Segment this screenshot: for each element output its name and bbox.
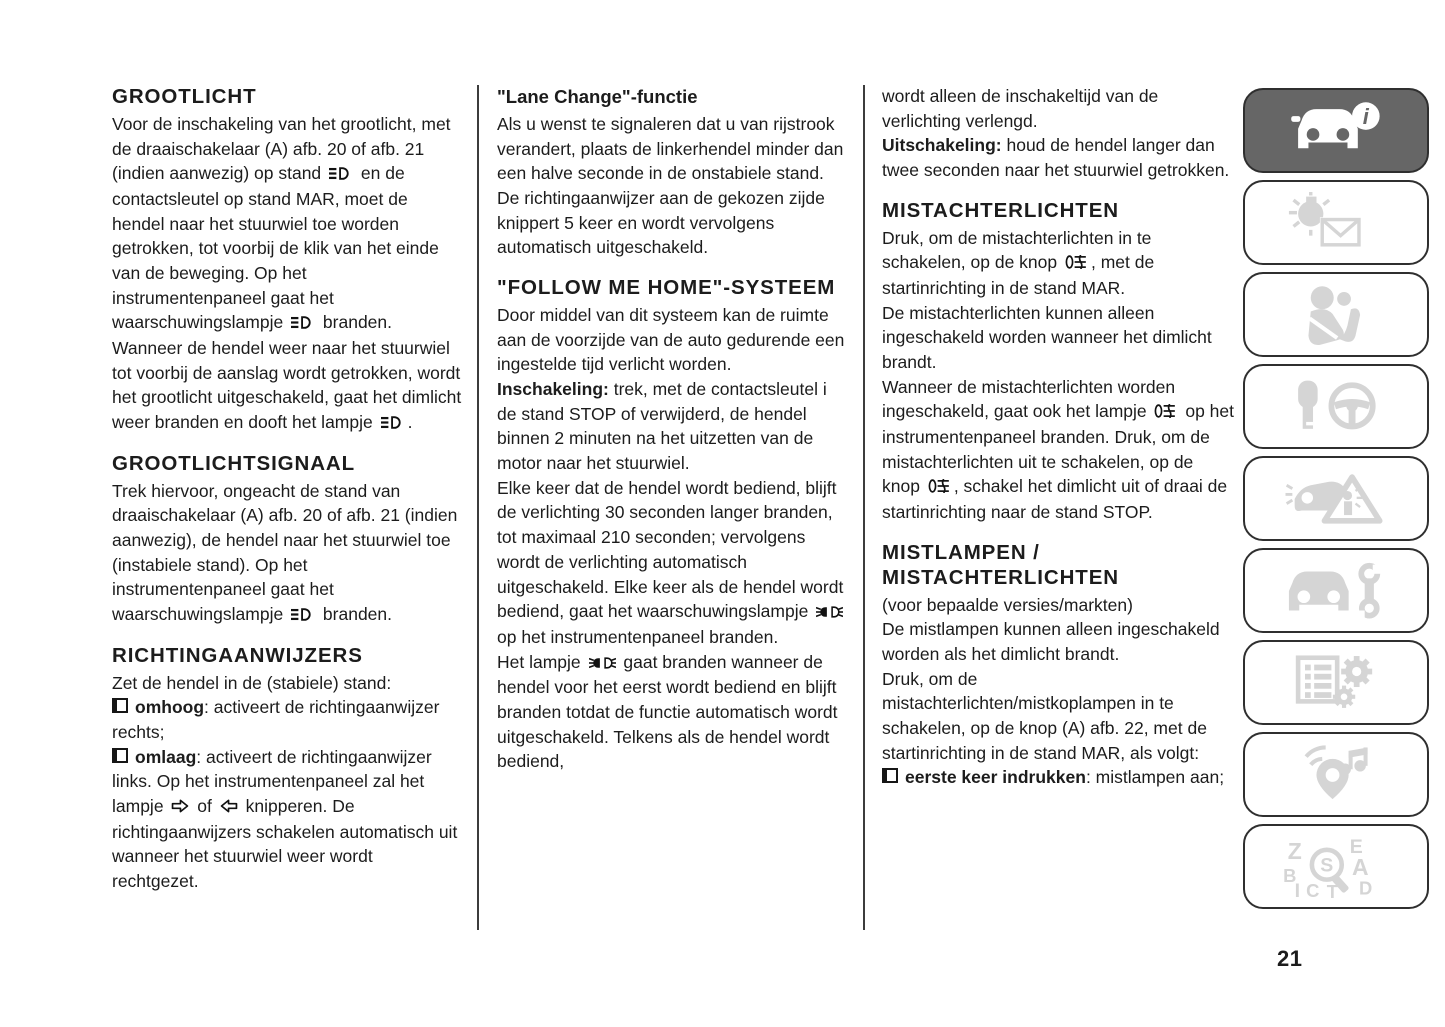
list-term: omhoog (135, 697, 205, 718)
text-run: of (192, 796, 217, 817)
svg-text:C: C (1306, 879, 1320, 898)
text-run: trek, met de contactsleutel i de stand STOP of verwijderd, de hendel binnen 2 minuten na het uitzetten van de motor naar het stuurwiel. (497, 379, 827, 474)
text-run: Het lampje (497, 651, 586, 672)
car-info-icon (1264, 100, 1408, 162)
paragraph (497, 476, 849, 650)
text-run: , schakel het dimlicht uit of draai de startinrichting naar de stand STOP. (882, 476, 1228, 523)
paragraph (497, 377, 849, 476)
sidebar-tab-index[interactable] (1243, 824, 1429, 909)
page-number: 21 (1277, 946, 1303, 971)
column-1 (112, 84, 464, 894)
maintenance-icon (1264, 560, 1408, 622)
column-divider (863, 85, 865, 930)
text-run: knipperen. De richtingaanwijzers schakelen automatisch uit wanneer het stuurwiel weer wordt rechtgezet. (112, 796, 458, 892)
svg-text:I: I (1294, 879, 1301, 898)
follow-me-home-icon (816, 600, 843, 625)
sidebar-tab-emergency[interactable] (1243, 456, 1429, 541)
turn-right-arrow-icon (171, 795, 189, 820)
high-beam-icon (329, 162, 353, 187)
paragraph: Als u wenst te signaleren dat u van rijstrook verandert, plaats de linkerhendel minder dan een halve seconde in de onstabiele stand. De richtingaanwijzer aan de gekozen zijde knippert 5 keer en wordt vervolgens automatisch uitgeschakeld. (497, 114, 844, 258)
warning-lights-messages-icon (1264, 192, 1408, 254)
sidebar-tab-car-info[interactable] (1243, 88, 1429, 173)
paragraph: De mistlampen kunnen alleen ingeschakeld worden als het dimlicht brandt. (882, 619, 1220, 665)
text-run: en de contactsleutel op stand MAR, moet de hendel naar het stuurwiel toe worden getrokken, tot voorbij de klik van het einde van de beweging. Op het instrumentenpaneel gaat het waarschuwingslampje (112, 163, 439, 333)
square-bullet-icon (882, 768, 898, 783)
square-bullet-icon (112, 748, 128, 763)
safety-icon (1264, 284, 1408, 346)
section-heading-follow-me-home: "FOLLOW ME HOME"-SYSTEEM (497, 276, 836, 300)
text-run: Trek hiervoor, ongeacht de stand van draaischakelaar (A) afb. 20 of afb. 21 (indien aanwezig), de hendel naar het stuurwiel toe (instabiele stand). Op het instrumentenpaneel gaat het waarschuwingslampje (112, 480, 458, 625)
text-run: . (407, 412, 413, 433)
text-run: op het instrumentenpaneel branden. Druk, om de mistachterlichten uit te schakelen, op de knop (882, 401, 1235, 497)
text-run: Druk, om de mistachterlichten in te schakelen, op de knop (882, 227, 1152, 273)
high-beam-icon (291, 603, 315, 628)
svg-text:i: i (1362, 103, 1369, 129)
paragraph (497, 650, 849, 774)
sidebar-tab-safety[interactable] (1243, 272, 1429, 357)
inline-term: Uitschakeling: (882, 135, 1002, 156)
list-term: omlaag (135, 746, 197, 767)
list-item (112, 745, 464, 894)
paragraph (882, 133, 1234, 182)
paragraph: wordt alleen de inschakeltijd van de verlichting verlengd. (882, 86, 1159, 131)
paragraph (112, 112, 464, 436)
section-heading-grootlichtsignaal: GROOTLICHTSIGNAAL (112, 451, 356, 475)
starting-driving-icon (1264, 376, 1408, 438)
sidebar-tab-maintenance[interactable] (1243, 548, 1429, 633)
rear-fog-light-icon (1154, 400, 1177, 425)
svg-text:S: S (1320, 854, 1334, 877)
text-run: , met de startinrichting in de stand MAR. (882, 252, 1155, 299)
text-run: Voor de inschakeling van het grootlicht, met de draaischakelaar (A) afb. 20 of afb. 21 (indien aanwezig) op stand (112, 114, 451, 184)
text-run: : activeert de richtingaanwijzer links. Op het instrumentenpaneel zal het lampje (112, 746, 432, 817)
text-run: Wanneer de mistachterlichten worden ingeschakeld, gaat ook het lampje (882, 376, 1176, 422)
svg-text:Z: Z (1287, 837, 1302, 864)
column-divider (477, 85, 479, 930)
section-heading-mistachterlichten: MISTACHTERLICHTEN (882, 198, 1119, 222)
text-run: op het instrumentenpaneel branden. (497, 626, 779, 647)
paragraph: (voor bepaalde versies/markten) (882, 594, 1133, 615)
text-run: branden. (318, 604, 393, 625)
text-run: houd de hendel langer dan twee seconden naar het stuurwiel getrokken. (882, 135, 1230, 181)
list-item (882, 765, 1234, 790)
multimedia-icon (1264, 744, 1408, 806)
text-run: : activeert de richtingaanwijzer rechts; (112, 697, 440, 743)
rear-fog-light-icon (1065, 251, 1088, 276)
rear-fog-light-icon (928, 475, 951, 500)
square-bullet-icon (112, 698, 128, 713)
paragraph (882, 226, 1234, 301)
text-run: gaat branden wanneer de hendel voor het eerst wordt bediend en blijft branden totdat de functie automatisch wordt uitgeschakeld. Telkens als de hendel wordt bediend, (497, 651, 838, 772)
paragraph (112, 479, 464, 628)
paragraph: Druk, om de mistachterlichten/mistkoplampen in te schakelen, op de knop (A) afb. 22, met de startinrichting in de stand MAR, als volgt: (882, 668, 1207, 763)
paragraph: Zet de hendel in de (stabiele) stand: (112, 672, 392, 693)
sidebar-tab-warning-lights-messages[interactable] (1243, 180, 1429, 265)
text-run: : mistlampen aan; (1085, 767, 1225, 788)
column-2 (497, 84, 849, 774)
list-term: eerste keer indrukken (905, 767, 1086, 788)
index-icon (1264, 836, 1408, 898)
svg-text:A: A (1352, 853, 1369, 880)
section-heading-grootlicht: GROOTLICHT (112, 85, 257, 108)
column-3 (882, 84, 1234, 790)
text-run: Elke keer dat de hendel wordt bediend, blijft de verlichting 30 seconden langer branden, tot maximaal 210 seconden; vervolgens wordt de verlichting automatisch uitgeschakeld. Elke keer als de hendel wordt bediend, gaat het waarschuwingslampje (497, 477, 844, 622)
technical-data-icon (1264, 652, 1408, 714)
section-tab-sidebar (1243, 88, 1429, 909)
high-beam-icon (381, 411, 405, 436)
list-item (112, 695, 464, 744)
emergency-icon (1264, 468, 1408, 530)
subsection-heading-lane-change: "Lane Change"-functie (497, 86, 698, 107)
section-heading-richtingaanwijzers: RICHTINGAANWIJZERS (112, 643, 363, 667)
svg-text:D: D (1358, 877, 1373, 898)
inline-term: Inschakeling: (497, 379, 609, 400)
section-heading-mistlampen: MISTLAMPEN / MISTACHTERLICHTEN (882, 540, 1119, 589)
sidebar-tab-starting-driving[interactable] (1243, 364, 1429, 449)
paragraph: De mistachterlichten kunnen alleen ingeschakeld worden wanneer het dimlicht brandt. (882, 302, 1212, 373)
sidebar-tab-multimedia[interactable] (1243, 732, 1429, 817)
text-run: branden. Wanneer de hendel weer naar het stuurwiel tot voorbij de aanslag wordt getrokken, wordt het grootlicht uitgeschakeld, gaat het dimlicht weer branden en dooft het lampje (112, 312, 462, 433)
svg-text:B: B (1283, 864, 1297, 886)
paragraph (882, 375, 1234, 525)
svg-text:T: T (1326, 880, 1339, 898)
sidebar-tab-technical-data[interactable] (1243, 640, 1429, 725)
turn-left-arrow-icon (220, 795, 238, 820)
paragraph: Door middel van dit systeem kan de ruimte aan de voorzijde van de auto gedurende een ingestelde tijd verlicht worden. (497, 305, 845, 375)
high-beam-icon (291, 311, 315, 336)
svg-text:E: E (1349, 835, 1363, 858)
follow-me-home-icon (589, 651, 616, 676)
